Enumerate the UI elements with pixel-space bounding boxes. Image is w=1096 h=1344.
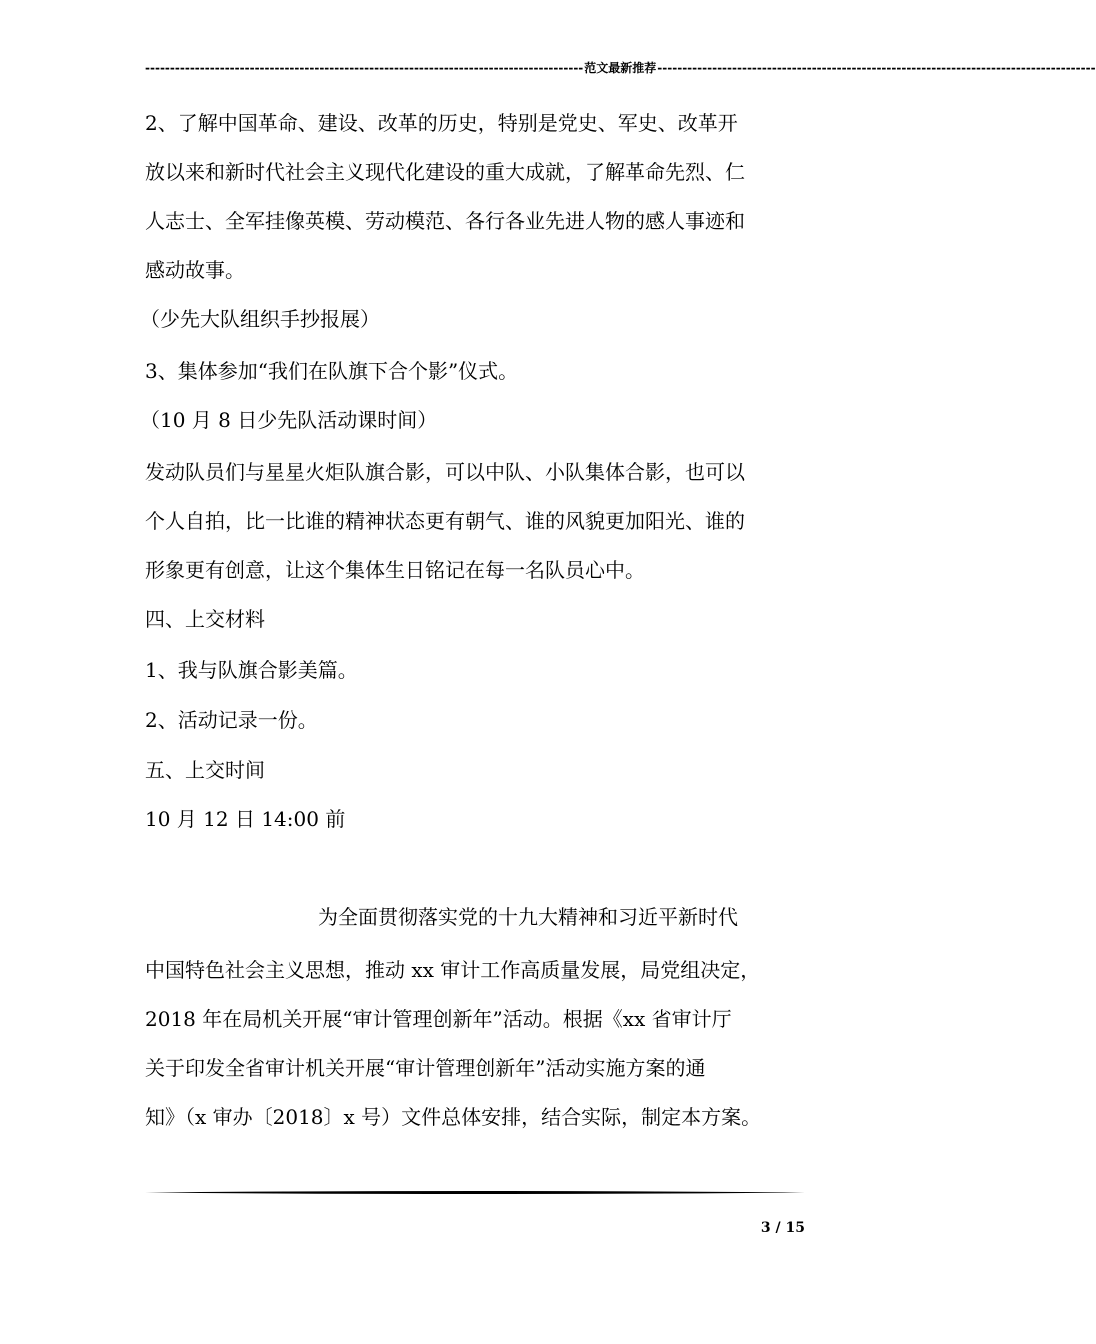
body-line: 个人自拍，比一比谁的精神状态更有朝气、谁的风貌更加阳光、谁的 [145, 509, 745, 533]
header-rule-left: ---------------------------------------------------------------------------------------- [145, 61, 584, 75]
body-line: 放以来和新时代社会主义现代化建设的重大成就，了解革命先烈、仁 [145, 160, 745, 184]
body-line: 2018 年在局机关开展“审计管理创新年”活动。根据《xx 省审计厅 [145, 1007, 732, 1031]
body-line: 感动故事。 [145, 258, 245, 282]
body-line: 形象更有创意，让这个集体生日铭记在每一名队员心中。 [145, 558, 645, 582]
body-line: 发动队员们与星星火炬队旗合影，可以中队、小队集体合影，也可以 [145, 460, 745, 484]
body-line: 2、活动记录一份。 [145, 708, 318, 732]
header-title: 范文最新推荐 [584, 61, 657, 75]
header-rule-right: ---------------------------------------------------------------------------------------- [657, 61, 1096, 75]
body-line: （10 月 8 日少先队活动课时间） [140, 408, 438, 432]
body-line: （少先大队组织手抄报展） [140, 307, 380, 331]
body-line: 人志士、全军挂像英模、劳动模范、各行各业先进人物的感人事迹和 [145, 209, 745, 233]
body-line: 关于印发全省审计机关开展“审计管理创新年”活动实施方案的通 [145, 1056, 706, 1080]
body-line: 中国特色社会主义思想，推动 xx 审计工作高质量发展，局党组决定， [145, 958, 761, 982]
body-line: 为全面贯彻落实党的十九大精神和习近平新时代 [318, 905, 738, 929]
body-line: 1、我与队旗合影美篇。 [145, 658, 358, 682]
section-heading: 四、上交材料 [145, 607, 265, 631]
page-number: 3 / 15 [760, 1220, 805, 1236]
page-header [145, 58, 1096, 78]
body-line: 2、了解中国革命、建设、改革的历史，特别是党史、军史、改革开 [145, 111, 738, 135]
body-line: 3、集体参加“我们在队旗下合个影”仪式。 [145, 359, 519, 383]
section-heading: 五、上交时间 [145, 758, 265, 782]
body-line: 10 月 12 日 14:00 前 [145, 807, 346, 831]
footer-rule [145, 1190, 805, 1195]
body-line: 知》（x 审办〔2018〕x 号）文件总体安排，结合实际，制定本方案。 [145, 1105, 762, 1129]
